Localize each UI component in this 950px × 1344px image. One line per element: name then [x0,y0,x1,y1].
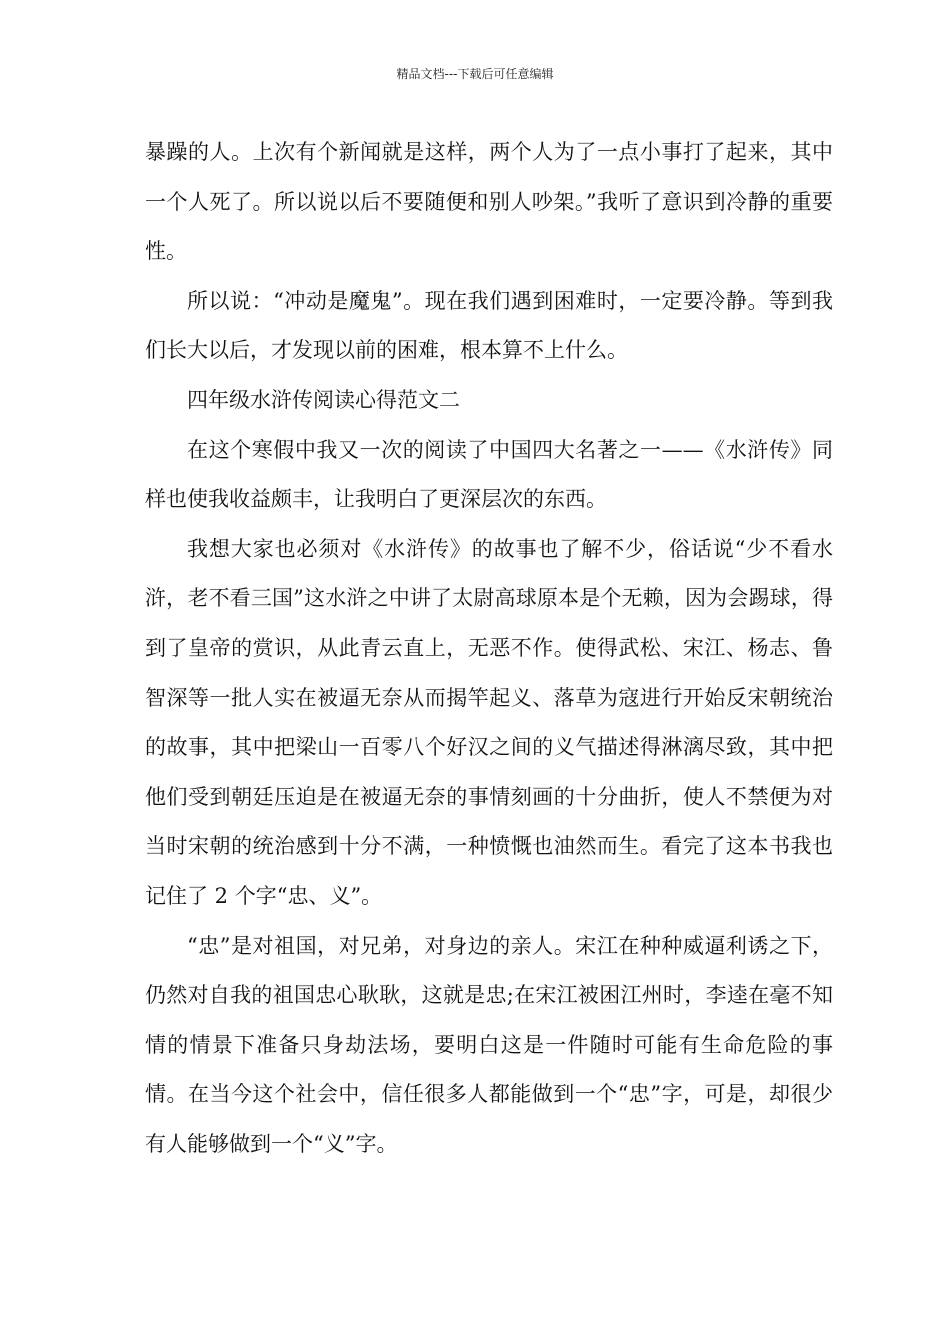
paragraph-3: 在这个寒假中我又一次的阅读了中国四大名著之一——《水浒传》同样也使我收益颇丰，让我明白了更深层次的东西。 [145,437,833,512]
document-body [145,128,833,1169]
paragraph-4: 我想大家也必须对《水浒传》的故事也了解不少，俗话说“少不看水浒，老不看三国”这水浒之中讲了太尉高球原本是个无赖，因为会踢球，得到了皇帝的赏识，从此青云直上，无恶不作。使得武松、宋江、杨志、鲁智深等一批人实在被逼无奈从而揭竿起义、落草为寇进行开始反宋朝统治的故事，其中把梁山一百零八个好汉之间的义气描述得淋漓尽致，其中把他们受到朝廷压迫是在被逼无奈的事情刻画的十分曲折，使人不禁便为对当时宋朝的统治感到十分不满，一种愤慨也油然而生。看完了这本书我也记住了 2 个字“忠、义”。 [145,536,833,908]
paragraph-5: “忠”是对祖国，对兄弟，对身边的亲人。宋江在种种威逼利诱之下，仍然对自我的祖国忠心耿耿，这就是忠;在宋江被困江州时，李逵在毫不知情的情景下准备只身劫法场，要明白这是一件随时可能有生命危险的事情。在当今这个社会中，信任很多人都能做到一个“忠”字，可是，却很少有人能够做到一个“义”字。 [145,933,833,1156]
page-header: 精品文档---下载后可任意编辑 [396,67,554,81]
paragraph-2: 所以说：“冲动是魔鬼”。现在我们遇到困难时，一定要冷静。等到我们长大以后，才发现以前的困难，根本算不上什么。 [145,288,833,363]
paragraph-1: 暴躁的人。上次有个新闻就是这样，两个人为了一点小事打了起来，其中一个人死了。所以说以后不要随便和别人吵架。”我听了意识到冷静的重要性。 [145,140,833,264]
section-title: 四年级水浒传阅读心得范文二 [187,387,460,412]
